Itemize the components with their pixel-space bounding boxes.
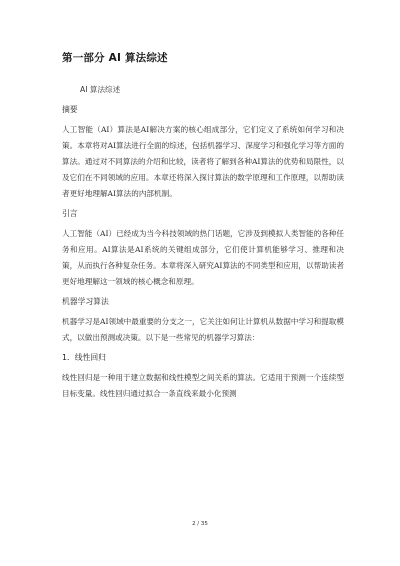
page-number: 2 / 35 xyxy=(192,521,208,527)
intro-paragraph: 人工智能（AI）已经成为当今科技领域的热门话题，它涉及到模拟人类智能的各种任务和应用。AI算法是AI系统的关键组成部分，它们使计算机能够学习、推理和决策，从而执行各种复杂任务。本章将深入研究AI算法的不同类型和应用，以帮助读者更好地理解这一领域的核心概念和原理。 xyxy=(62,229,344,286)
ml-paragraph: 机器学习是AI领域中最重要的分支之一，它关注如何让计算机从数据中学习和提取模式，以做出预测或决策。以下是一些常见的机器学习算法： xyxy=(62,317,344,342)
intro-label: 引言 xyxy=(62,209,78,218)
part-heading: 第一部分 AI 算法综述 xyxy=(62,52,168,64)
linear-regression-paragraph: 线性回归是一种用于建立数据和线性模型之间关系的算法。它适用于预测一个连续型目标变量。线性回归通过拟合一条直线来最小化预测 xyxy=(62,373,344,398)
linear-regression-label: 1．线性回归 xyxy=(62,353,106,362)
ml-section-label: 机器学习算法 xyxy=(62,297,109,306)
abstract-label: 摘要 xyxy=(62,105,78,114)
abstract-paragraph: 人工智能（AI）算法是AI解决方案的核心组成部分，它们定义了系统如何学习和决策。本章将对AI算法进行全面的综述，包括机器学习、深度学习和强化学习等方面的算法。通过对不同算法的介绍和比较，读者将了解到各种AI算法的优势和局限性，以及它们在不同领域的应用。本章还将深入探讨算法的数学原理和工作原理，以帮助读者更好地理解AI算法的内部机制。 xyxy=(62,125,344,198)
document-body xyxy=(62,50,344,408)
chapter-subtitle: AI 算法综述 xyxy=(80,85,121,94)
